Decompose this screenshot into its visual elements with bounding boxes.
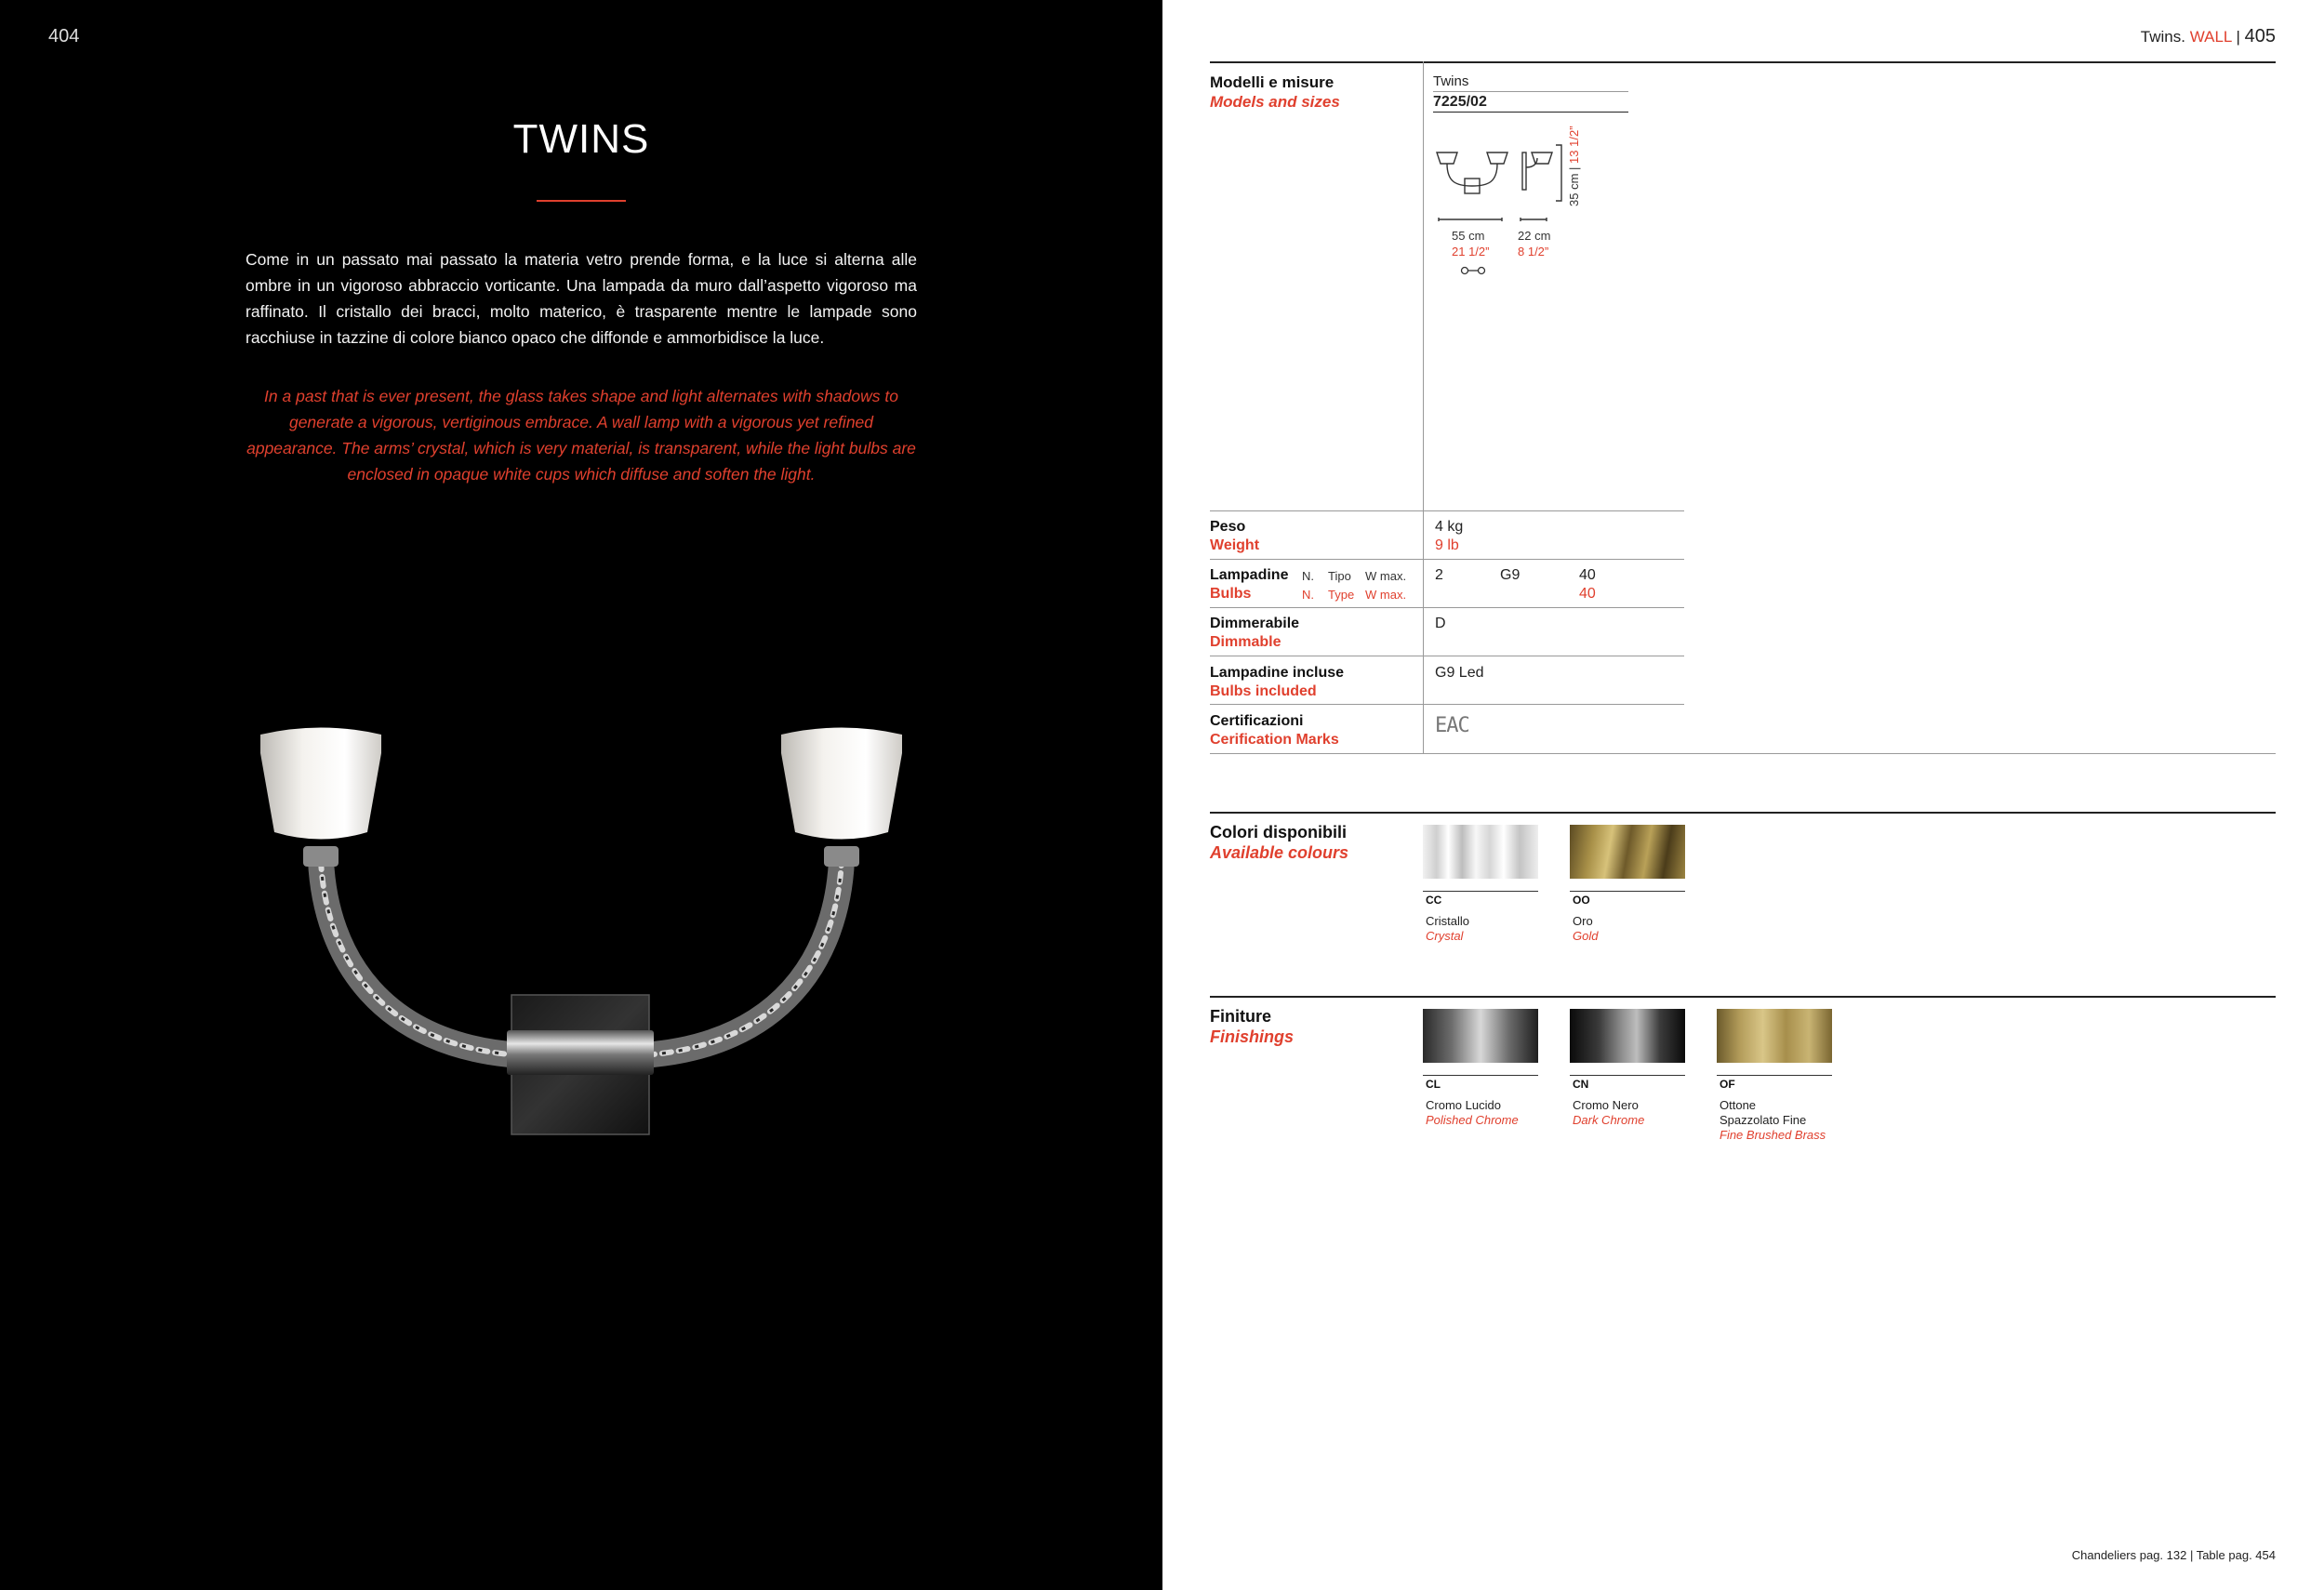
description-italian: Come in un passato mai passato la materia vetro prende forma, e la luce si alterna alle ombre in un vigoroso abbraccio vorticante. Una lampada da muro dall’aspetto vigoroso ma raffinato. Il cristallo dei bracci, molto materico, è trasparente mentre le lampade sono racchiuse in tazzine di colore bianco opaco che diffonde e ammorbidisce la luce. [246, 250, 917, 347]
bulbs-included-value: G9 Led [1435, 665, 1484, 681]
eac-mark-icon: EAC [1435, 714, 1469, 737]
swatch-dark-chrome[interactable] [1570, 1009, 1685, 1063]
colours-label-en: Available colours [1210, 843, 1349, 862]
model-code: 7225/02 [1433, 94, 1487, 110]
height-cm: 35 cm [1567, 173, 1581, 206]
width-in: 21 1/2” [1452, 245, 1490, 258]
models-label: Modelli e misure [1210, 73, 1335, 91]
title-underline [537, 200, 626, 202]
colour-name-oo: Oro [1573, 914, 1593, 928]
metal-collar [507, 1030, 654, 1075]
finishes-label-en: Finishings [1210, 1027, 1294, 1046]
width-cm: 55 cm [1452, 229, 1485, 243]
finish-code-cl: CL [1426, 1078, 1441, 1091]
colour-name-oo-en: Gold [1573, 929, 1599, 943]
product-title: TWINS [512, 116, 650, 162]
bulbs-wattage: 40 [1579, 567, 1596, 583]
height-dimension: 35 cm | 13 1/2” [1567, 126, 1581, 206]
swatch-polished-chrome[interactable] [1423, 1009, 1538, 1063]
depth-cm: 22 cm [1518, 229, 1551, 243]
finish-name-of-en: Fine Brushed Brass [1720, 1128, 1826, 1142]
height-in: 13 1/2” [1567, 126, 1581, 164]
weight-value: 4 kg [1435, 519, 1464, 535]
lamp-shade-right [781, 728, 902, 840]
bulbs-count: 2 [1435, 567, 1443, 583]
finish-name-cl-en: Polished Chrome [1426, 1113, 1519, 1127]
certifications-label-en: Cerification Marks [1210, 732, 1339, 748]
swatch-crystal[interactable] [1423, 825, 1538, 879]
weight-value-lb: 9 lb [1435, 537, 1459, 553]
lamp-shade-left [260, 728, 381, 840]
dimmable-label-en: Dimmable [1210, 634, 1282, 650]
weight-label-en: Weight [1210, 537, 1260, 553]
weight-label: Peso [1210, 519, 1246, 535]
colour-code-cc: CC [1426, 894, 1442, 907]
finish-name-cn: Cromo Nero [1573, 1098, 1639, 1112]
bulbs-wattage-alt: 40 [1579, 586, 1596, 602]
colours-label: Colori disponibili [1210, 823, 1347, 841]
colour-name-cc-en: Crystal [1426, 929, 1464, 943]
bulbs-label: Lampadine [1210, 567, 1289, 583]
swatch-brushed-brass[interactable] [1717, 1009, 1832, 1063]
lamp-photo [242, 716, 930, 1153]
finishes-label: Finiture [1210, 1007, 1271, 1026]
technical-drawing [1433, 121, 1628, 284]
finish-name-cl: Cromo Lucido [1426, 1098, 1501, 1112]
certifications-label: Certificazioni [1210, 713, 1304, 729]
colour-code-oo: OO [1573, 894, 1590, 907]
running-head: Twins. WALL | 405 [2140, 26, 2276, 46]
page-number-right: 405 [2244, 26, 2276, 46]
dimmable-value: D [1435, 616, 1446, 631]
finish-code-of: OF [1720, 1078, 1735, 1091]
finish-code-cn: CN [1573, 1078, 1589, 1091]
finish-name-of: Ottone [1720, 1098, 1757, 1112]
colour-name-cc: Cristallo [1426, 914, 1469, 928]
dimmable-label: Dimmerabile [1210, 616, 1300, 631]
bulbs-included-label-en: Bulbs included [1210, 683, 1317, 699]
page-number-left: 404 [48, 26, 80, 46]
footer-cross-reference: Chandeliers pag. 132 | Table pag. 454 [2071, 1548, 2276, 1562]
wall-mount-icon [1460, 264, 1486, 277]
model-name: Twins [1433, 73, 1469, 89]
description-english: In a past that is ever present, the glass takes shape and light alternates with shadows to generate a vigorous, vertiginous embrace. A wall lamp with a vigorous yet refined appearance. The arms’ crystal, which is very material, is transparent, while the light bulbs are enclosed in opaque white cups which diffuse and soften the light. [246, 387, 916, 484]
bulbs-type: G9 [1500, 567, 1521, 583]
depth-in: 8 1/2” [1518, 245, 1549, 258]
finish-name-of-2: Spazzolato Fine [1720, 1113, 1807, 1127]
swatch-gold[interactable] [1570, 825, 1685, 879]
models-label-en: Models and sizes [1210, 93, 1340, 111]
finish-name-cn-en: Dark Chrome [1573, 1113, 1645, 1127]
right-page: Twins. WALL | 405 Modelli e misure Models and sizes Twins 7225/02 55 cm 21 1/2” 22 cm 8 1/2” 35 cm | 13 1/2” Peso Weight 4 kg 9 lb Lampadine Bulbs N. Tipo W max. N. Type W max. 2 G9 40 40 Dimmerabile Dimmable D Lampadine incluse Bulbs included G9 Led Certificazioni Cerification Marks EAC Colori disponibili Available colours CC Cristallo Crystal OO Oro Gold Finiture Finishings CL Cromo Lucido Polished Chrome CN Cromo Nero Dark Chrome OF Ottone Spazzolato Fine Fine Brushed Brass Chandeliers pag. 132 | Table pag. 454 [1162, 0, 2324, 1590]
bulbs-included-label: Lampadine incluse [1210, 665, 1345, 681]
bulbs-label-en: Bulbs [1210, 586, 1252, 602]
